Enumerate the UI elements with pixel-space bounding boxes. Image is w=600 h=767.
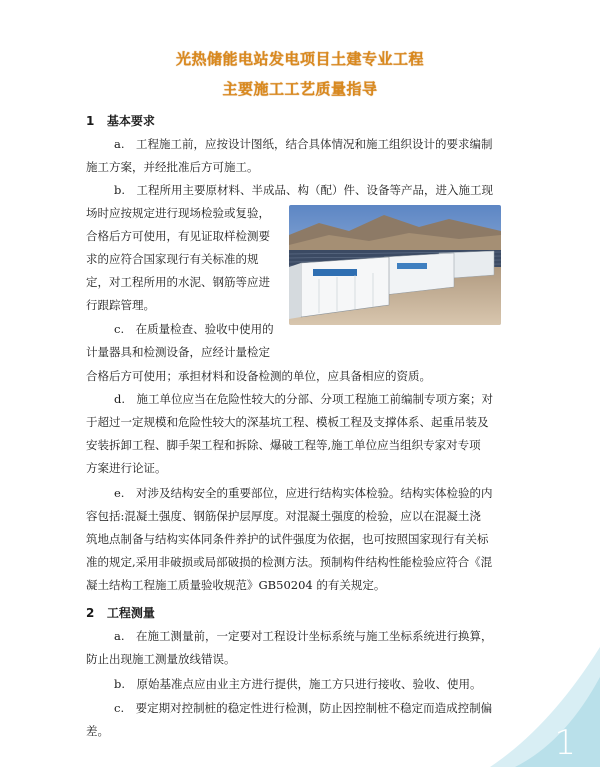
paragraph-line: a. 在施工测量前，一定要对工程设计坐标系统与施工坐标系统进行换算， <box>114 629 493 643</box>
page-number: 1 <box>554 723 576 763</box>
paragraph-line: 差。 <box>86 724 109 738</box>
paragraph-line: c. 在质量检查、验收中使用的 <box>114 322 274 336</box>
paragraph-line: 求的应符合国家现行有关标准的规 <box>86 252 259 266</box>
paragraph-line: 合格后方可使用；承担材料和设备检测的单位，应具备相应的资质。 <box>86 369 431 383</box>
paragraph-line: 容包括:混凝土强度、钢筋保护层厚度。对混凝土强度的检验，应以在混凝土浇 <box>86 509 481 523</box>
section-title: 基本要求 <box>106 114 155 128</box>
paragraph-line: 于超过一定规模和危险性较大的深基坑工程、模板工程及支撑体系、起重吊装及 <box>86 415 489 429</box>
section-1-heading <box>86 112 155 129</box>
paragraph-line: 施工方案，并经批准后方可施工。 <box>86 160 259 174</box>
paragraph-line: 行跟踪管理。 <box>86 298 155 312</box>
document-subtitle: 主要施工工艺质量指导 <box>222 80 378 98</box>
paragraph-line: 方案进行论证。 <box>86 461 167 475</box>
paragraph-line: c. 要定期对控制桩的稳定性进行检测，防止因控制桩不稳定而造成控制偏 <box>114 701 493 715</box>
paragraph-line: e. 对涉及结构安全的重要部位，应进行结构实体检验。结构实体检验的内 <box>114 486 493 500</box>
paragraph-line: a. 工程施工前，应按设计图纸，结合具体情况和施工组织设计的要求编制 <box>114 137 493 151</box>
paragraph-line: 计量器具和检测设备，应经计量检定 <box>86 345 270 359</box>
page-corner-decoration <box>490 647 600 767</box>
paragraph-line: 凝土结构工程施工质量验收规范》GB50204 的有关规定。 <box>86 578 386 592</box>
section-title: 工程测量 <box>106 606 155 620</box>
paragraph-line: 安装拆卸工程、脚手架工程和拆除、爆破工程等,施工单位应当组织专家对专项 <box>86 438 481 452</box>
paragraph-line: b. 工程所用主要原材料、半成品、构（配）件、设备等产品，进入施工现 <box>114 183 494 197</box>
paragraph-line: 筑地点制备与结构实体同条件养护的试件强度为依据，也可按照国家现行有关标 <box>86 532 489 546</box>
paragraph-line: 合格后方可使用，有见证取样检测要 <box>86 229 270 243</box>
section-number: 1 <box>86 114 95 128</box>
paragraph-line: 定，对工程所用的水泥、钢筋等应进 <box>86 275 270 289</box>
section-number: 2 <box>86 606 95 620</box>
paragraph-line: 场时应按规定进行现场检验或复验， <box>86 206 270 220</box>
paragraph-line: d. 施工单位应当在危险性较大的分部、分项工程施工前编制专项方案；对 <box>114 392 494 406</box>
section-2-heading <box>86 604 155 621</box>
document-title: 光热储能电站发电项目土建专业工程 <box>175 50 424 68</box>
paragraph-line: 防止出现施工测量放线错误。 <box>86 652 236 666</box>
paragraph-line: b. 原始基准点应由业主方进行提供，施工方只进行接收、验收、使用。 <box>114 677 482 691</box>
paragraph-line: 准的规定,采用非破损或局部破损的检测方法。预制构件结构性能检验应符合《混 <box>86 555 493 569</box>
storage-station-photo <box>289 205 501 325</box>
